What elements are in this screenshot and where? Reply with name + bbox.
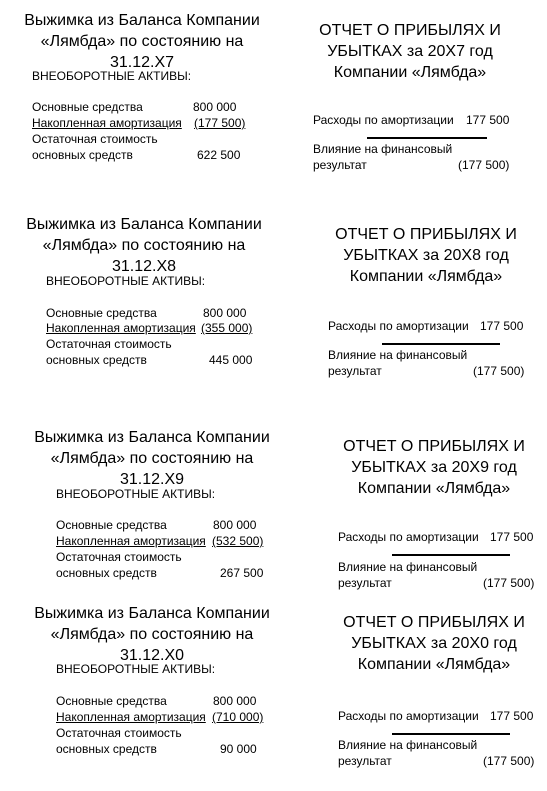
pl-title-line: ОТЧЕТ О ПРИБЫЛЯХ И (319, 22, 501, 39)
pl-title-line: УБЫТКАХ за 20Х9 год (351, 459, 517, 476)
accumulated-depreciation-label: Накопленная амортизация (56, 710, 206, 724)
balance-title-line: «Лямбда» по состоянию на (50, 450, 254, 467)
balance-title-line: Выжимка из Баланса Компании (26, 216, 262, 233)
fixed-assets-value: 800 000 (193, 100, 237, 114)
accumulated-depreciation-label: Накопленная амортизация (32, 116, 182, 130)
financial-result-value: (177 500) (483, 576, 535, 590)
accumulated-depreciation-label: Накопленная амортизация (56, 534, 206, 548)
residual-value-label: Остаточная стоимость (56, 726, 182, 740)
pl-title-line: УБЫТКАХ за 20Х0 год (351, 635, 517, 652)
fixed-assets-value: 800 000 (213, 694, 257, 708)
total-rule (392, 554, 510, 556)
financial-result-label: Влияние на финансовый (338, 738, 478, 752)
pl-title-x9 (324, 436, 544, 499)
accumulated-depreciation-value: (355 000) (201, 321, 253, 335)
balance-title-x9 (12, 427, 292, 490)
pl-title-line: ОТЧЕТ О ПРИБЫЛЯХ И (343, 438, 525, 455)
fixed-assets-label: Основные средства (56, 694, 167, 708)
balance-title-line: 31.12.Х7 (109, 54, 175, 71)
residual-value: 90 000 (220, 742, 257, 756)
balance-title-x8 (4, 214, 284, 277)
fixed-assets-label: Основные средства (56, 518, 167, 532)
pl-title-x0 (324, 612, 544, 675)
section-label: ВНЕОБОРОТНЫЕ АКТИВЫ: (32, 69, 192, 83)
balance-title-line: «Лямбда» по состоянию на (42, 237, 246, 254)
financial-result-value: (177 500) (473, 364, 525, 378)
total-rule (392, 733, 510, 735)
residual-value-label: основных средств (56, 566, 157, 580)
pl-title-line: Компании «Лямбда» (357, 480, 511, 497)
residual-value-label: Остаточная стоимость (32, 132, 158, 146)
financial-result-label: Влияние на финансовый (338, 560, 478, 574)
financial-result-value: (177 500) (483, 754, 535, 768)
balance-title-line: Выжимка из Баланса Компании (24, 12, 260, 29)
accumulated-depreciation-label: Накопленная амортизация (46, 321, 196, 335)
fixed-assets-value: 800 000 (213, 518, 257, 532)
financial-result-label: результат (328, 364, 382, 378)
residual-value-label: основных средств (32, 148, 133, 162)
total-rule (382, 343, 500, 345)
residual-value-label: основных средств (46, 353, 147, 367)
fixed-assets-label: Основные средства (46, 306, 157, 320)
residual-value: 267 500 (220, 566, 264, 580)
depreciation-expense-label: Расходы по амортизации (338, 709, 479, 723)
depreciation-expense-label: Расходы по амортизации (338, 530, 479, 544)
residual-value: 445 000 (209, 353, 253, 367)
balance-title-line: Выжимка из Баланса Компании (34, 605, 270, 622)
pl-title-line: Компании «Лямбда» (349, 268, 503, 285)
section-label: ВНЕОБОРОТНЫЕ АКТИВЫ: (56, 487, 216, 501)
accumulated-depreciation-value: (177 500) (194, 116, 246, 130)
balance-title-line: 31.12.Х9 (119, 471, 185, 488)
residual-value-label: основных средств (56, 742, 157, 756)
balance-title-x7 (2, 10, 282, 73)
balance-title-line: 31.12.Х0 (119, 647, 185, 664)
balance-title-line: 31.12.Х8 (111, 258, 177, 275)
fixed-assets-value: 800 000 (203, 306, 247, 320)
pl-title-x7 (300, 20, 520, 83)
depreciation-expense-label: Расходы по амортизации (313, 113, 454, 127)
balance-title-line: «Лямбда» по состоянию на (50, 626, 254, 643)
depreciation-expense-value: 177 500 (480, 319, 524, 333)
depreciation-expense-value: 177 500 (466, 113, 510, 127)
accumulated-depreciation-value: (710 000) (212, 710, 264, 724)
accumulated-depreciation-value: (532 500) (212, 534, 264, 548)
pl-title-line: ОТЧЕТ О ПРИБЫЛЯХ И (335, 226, 517, 243)
balance-title-x0 (12, 603, 292, 666)
financial-result-label: Влияние на финансовый (313, 142, 453, 156)
depreciation-expense-label: Расходы по амортизации (328, 319, 469, 333)
residual-value: 622 500 (197, 148, 241, 162)
pl-title-line: ОТЧЕТ О ПРИБЫЛЯХ И (343, 614, 525, 631)
pl-title-line: Компании «Лямбда» (357, 656, 511, 673)
residual-value-label: Остаточная стоимость (46, 337, 172, 351)
financial-result-label: Влияние на финансовый (328, 348, 468, 362)
fixed-assets-label: Основные средства (32, 100, 143, 114)
financial-result-label: результат (313, 158, 367, 172)
section-label: ВНЕОБОРОТНЫЕ АКТИВЫ: (56, 662, 216, 676)
depreciation-expense-value: 177 500 (490, 530, 534, 544)
financial-result-value: (177 500) (458, 158, 510, 172)
depreciation-expense-value: 177 500 (490, 709, 534, 723)
pl-title-line: УБЫТКАХ за 20Х7 год (327, 43, 493, 60)
pl-title-x8 (316, 224, 536, 287)
residual-value-label: Остаточная стоимость (56, 550, 182, 564)
balance-title-line: «Лямбда» по состоянию на (40, 33, 244, 50)
pl-title-line: Компании «Лямбда» (333, 64, 487, 81)
balance-title-line: Выжимка из Баланса Компании (34, 429, 270, 446)
financial-result-label: результат (338, 576, 392, 590)
total-rule (367, 137, 487, 139)
financial-result-label: результат (338, 754, 392, 768)
pl-title-line: УБЫТКАХ за 20Х8 год (343, 247, 509, 264)
section-label: ВНЕОБОРОТНЫЕ АКТИВЫ: (46, 274, 206, 288)
